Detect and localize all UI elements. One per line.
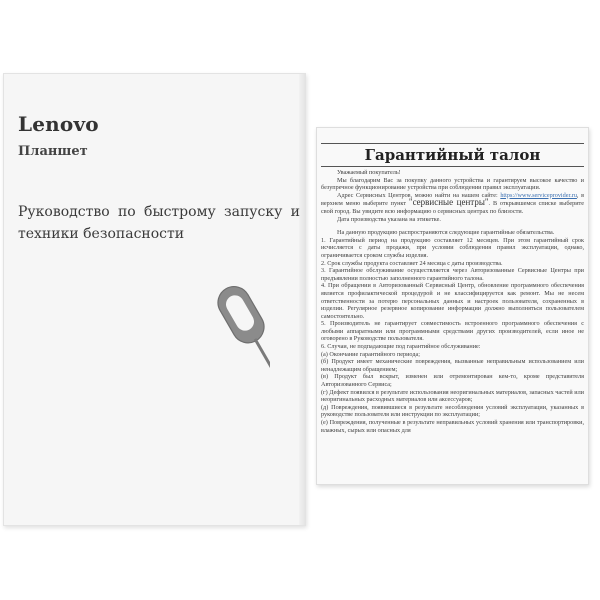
exclusion-item: (б) Продукт имеет механические повреждения, вызванные неправильным использованием или ненадлежащим обращением;: [321, 358, 584, 373]
guide-title: Руководство по быстрому запуску и техники безопасности: [18, 204, 300, 242]
address-text: Адрес Сервисных Центров, можно найти на нашем сайте:: [337, 191, 498, 199]
exclusion-item: (а) Окончание гарантийного периода;: [321, 350, 420, 358]
address-text-after: , в верхнем меню выберите пункт: [321, 191, 585, 208]
address-text-tail: . В открывшемся списке выберите свой город. Вы увидите всю информацию о сервисных центрах по близости.: [321, 200, 584, 215]
warranty-clause: 5. Производитель не гарантирует совместимость встроенного программного обеспечения с любыми аппаратными или программными средствами других производителей, если иное не оговорено в Руководстве пользователя.: [321, 320, 584, 343]
exclusion-item: (г) Дефект появился в результате использования неоригинальных материалов, запасных частей или неоригинальных расходных материалов или аксессуаров;: [321, 388, 584, 404]
brand-name: Lenovo: [18, 112, 99, 136]
product-type: Планшет: [18, 144, 88, 159]
service-address-paragraph: [321, 192, 584, 216]
service-site-link[interactable]: https://www.serviceprovider.ru: [500, 191, 577, 199]
title-rule-top: [321, 143, 584, 144]
production-date-note: Дата производства указана на этикетке.: [337, 215, 441, 223]
service-centers-menu-item: "сервисные центры": [408, 197, 489, 208]
warranty-clause: 3. Гарантийное обслуживание осуществляется через Авторизованные Сервисные Центры при предъявлении полностью заполненного гарантийного талона.: [321, 267, 584, 282]
intro-paragraph: Мы благодарим Вас за покупку данного устройства и гарантируем высокое качество и безупречное функционирование устройства при соблюдении правил эксплуатации.: [321, 176, 584, 192]
exclusion-item: (в) Продукт был вскрыт, изменен или отремонтирован кем-то, кроме представителя Авторизованного Сервиса;: [321, 373, 584, 389]
booklet-spine: [299, 74, 305, 525]
warranty-card-title: Гарантийный талон: [364, 146, 541, 164]
exclusion-item: (д) Повреждения, появившиеся в результате несоблюдения условий эксплуатации, указанных в руководстве пользователя или инструкции по эксплуатации;: [321, 403, 584, 419]
warranty-card: [316, 127, 589, 485]
warranty-card-body: [321, 169, 584, 434]
exclusion-item: (е) Повреждения, полученные в результате неправильных условий хранения или транспортировки, влажных, сырых или опасных для: [321, 419, 584, 434]
conditions-intro: На данную продукцию распространяются следующие гарантийные обязательства.: [337, 229, 555, 237]
warranty-clause: 4. При обращении в Авторизованный Сервисный Центр, обновление программного обеспечения является профилактической процедурой и не классифицируется как ремонт. Мы не несем ответственности за потерю персональных данных и настроек пользователя, сохраненных в изделии. Регулярное резервное копирование информации должно выполняться пользователем самостоятельно.: [321, 282, 584, 320]
sim-eject-tool-icon: [190, 283, 270, 383]
greeting: Уважаемый покупатель!: [337, 169, 401, 176]
title-rule-bottom: [321, 166, 584, 167]
warranty-clause: 6. Случаи, не подпадающие под гарантийное обслуживание:: [321, 343, 481, 351]
warranty-clause: 2. Срок службы продукта составляет 24 месяца с даты производства.: [321, 259, 503, 267]
warranty-clause: 1. Гарантийный период на продукцию составляет 12 месяцев. При этом гарантийный срок исчисляется с даты продажи, при условии соблюдения правил эксплуатации, однако, ограничивается сроком службы изделия.: [321, 236, 584, 259]
